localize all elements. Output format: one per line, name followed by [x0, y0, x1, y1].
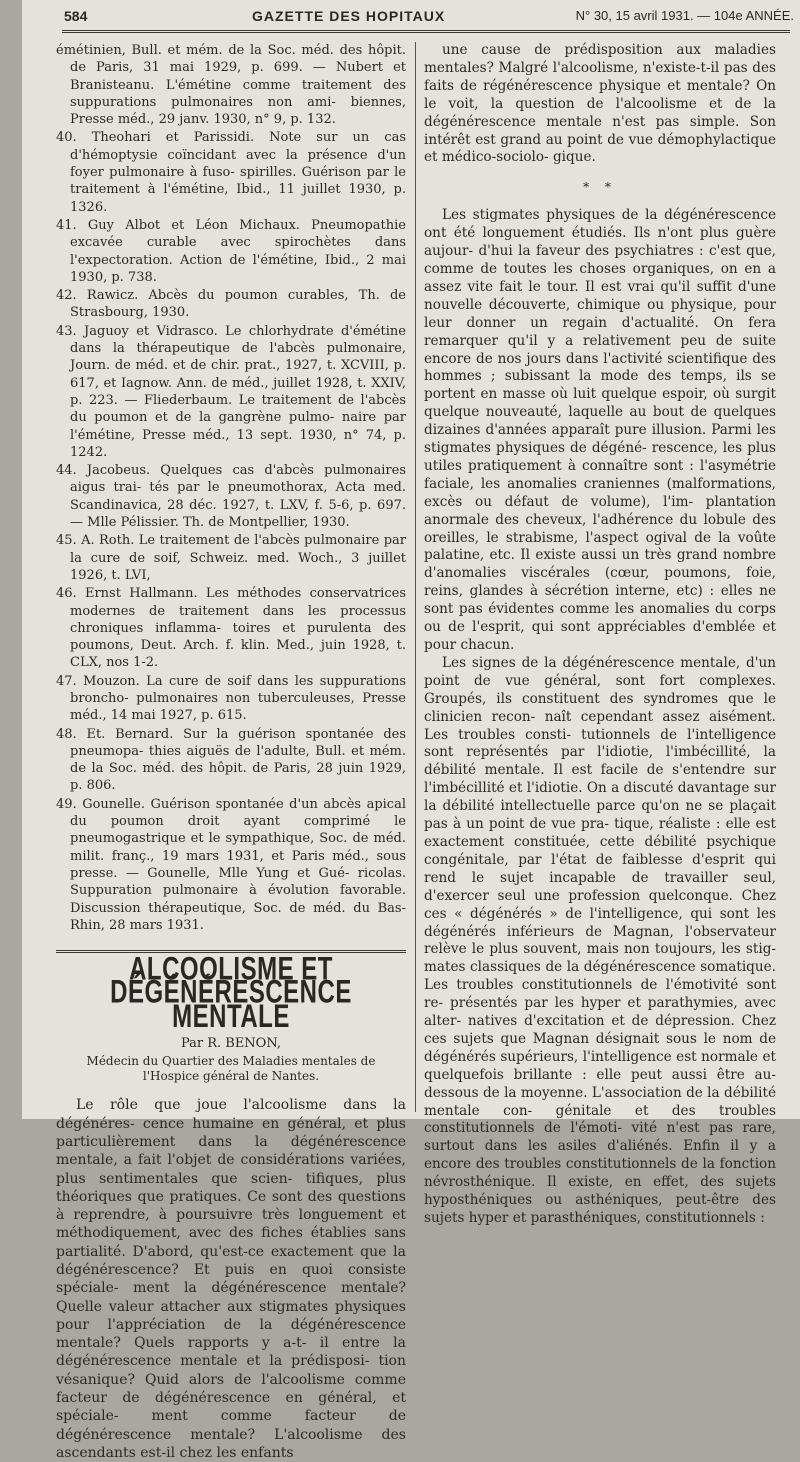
- reference-item: 45. A. Roth. Le traitement de l'abcès pulmonaire par la cure de soif, Schweiz. med. Woch., 3 juillet 1926, t. LVI,: [56, 533, 406, 583]
- reference-item: 44. Jacobeus. Quelques cas d'abcès pulmonaires aigus trai- tés par le pneumothorax, Acta med. Scandinavica, 28 déc. 1927, t. LXV, f. 5-6, p. 697. — Mlle Pélissier. Th. de Montpellier, 1930.: [56, 463, 406, 531]
- reference-item: 46. Ernst Hallmann. Les méthodes conservatrices modernes de traitement dans les processus chroniques inflamma- toires et purulenta des poumons, Deut. Arch. f. klin. Med., juin 1928, t. CLX, nos 1-2.: [56, 586, 406, 671]
- author-affiliation: Médecin du Quartier des Maladies mentales de l'Hospice général de Nantes.: [86, 1054, 376, 1084]
- reference-list: [56, 42, 406, 934]
- right-column: [424, 42, 776, 1228]
- reference-item: 42. Rawicz. Abcès du poumon curables, Th. de Strasbourg, 1930.: [56, 288, 406, 321]
- column-divider: [415, 42, 416, 1112]
- article-paragraph: Le rôle que joue l'alcoolisme dans la dégénéres- cence humaine en général, et plus particulièrement dans la dégénérescence mentale, a fait l'objet de considérations variées, plus sentimentales que scien- tifiques, plus théoriques que pratiques. Ce sont des questions à reprendre, à poursuivre très longuement et méthodiquement, avec des fiches établies sans partialité. D'abord, qu'est-ce exactement que la dégénérescence? Et puis en quoi consiste spéciale- ment la dégénérescence mentale? Quelle valeur attacher aux stigmates physiques pour l'appréciation de la dégénérescence mentale? Quels rapports y a-t- il entre la dégénérescence mentale et la prédisposi- tion vésanique? Quid alors de l'alcoolisme comme facteur de dégénérescence en général, et spéciale- ment comme facteur de dégénérescence mentale? L'alcoolisme des ascendants est-il chez les enfants: [56, 1097, 406, 1461]
- page-number: 584: [64, 8, 88, 24]
- article-paragraph: une cause de prédisposition aux maladies mentales? Malgré l'alcoolisme, n'existe-t-il pas des faits de régénérescence physique et mentale? On le voit, la question de l'alcoolisme et de la dégénérescence mentale n'est pas simple. Son intérêt est grand au point de vue démophylactique et médico-sociolo- gique.: [424, 42, 776, 166]
- newspaper-page: [22, 0, 800, 1461]
- reference-item: 43. Jaguoy et Vidrasco. Le chlorhydrate d'émétine dans la thérapeutique de l'abcès pulmonaire, Journ. de méd. et de chir. prat., 1927, t. XCVIII, p. 617, et Iagnow. Ann. de méd., juillet 1928, t. XXIV, p. 223. — Fliederbaum. Le traitement de l'abcès du poumon et de la gangrène pulmo- naire par l'émétine, Presse méd., 13 sept. 1930, n° 74, p. 1242.: [56, 323, 406, 460]
- running-head: [52, 8, 794, 30]
- article-paragraph: Les stigmates physiques de la dégénérescence ont été longuement étudiés. Ils n'ont plus guère aujour- d'hui la faveur des psychiatres : c'est que, comme de toutes les choses organiques, on en a assez vite fait le tour. Il est vrai qu'il suffit d'une nouvelle découverte, chimique ou physique, pour leur donner un regain d'actualité. On fera remarquer qu'il y a relativement peu de suite encore de nos jours dans l'activité scientifique des hommes ; subissant la mode des temps, ils se portent en masse où luit quelque espoir, où surgit quelque nouveauté, laquelle au bout de quelques dizaines d'années apparaît pure illusion. Parmi les stigmates physiques de dégéné- rescence, les plus utiles pratiquement à connaître sont : l'asymétrie faciale, les anomalies craniennes (malformations, excès ou défaut de volume), l'im- plantation anormale des cheveux, l'adhérence du lobule des oreilles, le strabisme, l'aspect ogival de la voûte palatine, etc. Il existe aussi un très grand nombre d'anomalies viscérales (cœur, poumons, foie, reins, glandes à sécrétion interne, etc) : elles ne sont pas évidentes comme les anomalies du corps ou de l'esprit, qui sont appréciables d'emblée et pour chacun.: [424, 207, 776, 653]
- reference-item: émétinien, Bull. et mém. de la Soc. méd. des hôpit. de Paris, 31 mai 1929, p. 699. — Nubert et Branisteanu. L'émétine comme traitement des suppurations pulmonaires non ami- biennes, Presse méd., 29 janv. 1930, n° 9, p. 132.: [56, 43, 406, 128]
- header-rule: [62, 30, 790, 33]
- reference-item: 40. Theohari et Parissidi. Note sur un cas d'hémoptysie coïncidant avec la présence d'un foyer pulmonaire à fuso- spirilles. Guérison par le traitement à l'émétine, Ibid., 11 juillet 1930, p. 1326.: [56, 130, 406, 215]
- left-column: [56, 42, 406, 1462]
- section-separator: * *: [583, 180, 617, 195]
- issue-info: N° 30, 15 avril 1931. — 104e ANNÉE.: [575, 8, 794, 23]
- journal-title: GAZETTE DES HOPITAUX: [252, 8, 446, 24]
- reference-item: 48. Et. Bernard. Sur la guérison spontanée des pneumopa- thies aiguës de l'adulte, Bull. et mém. de la Soc. méd. des hôpit. de Paris, 28 juin 1929, p. 806.: [56, 726, 406, 794]
- article-byline: Par R. BENON,: [180, 1036, 282, 1052]
- reference-item: 49. Gounelle. Guérison spontanée d'un abcès apical du poumon droit ayant comprimé le pneumogastrique et le sympathique, Soc. de méd. milit. franç., 19 mars 1931, et Paris méd., sous presse. — Gounelle, Mlle Yung et Gué- ricolas. Suppuration pulmonaire à évolution favorable. Discussion thérapeutique, Soc. de méd. du Bas-Rhin, 28 mars 1931.: [56, 796, 406, 933]
- article-title: ALCOOLISME ET DÉGÉNÉRESCENCE MENTALE: [110, 951, 352, 1035]
- reference-item: 47. Mouzon. La cure de soif dans les suppurations broncho- pulmonaires non tuberculeuses, Presse méd., 14 mai 1927, p. 615.: [56, 673, 406, 724]
- reference-item: 41. Guy Albot et Léon Michaux. Pneumopathie excavée curable avec spirochètes dans l'expectoration. Action de l'émétine, Ibid., 2 mai 1930, p. 738.: [56, 217, 406, 285]
- article-paragraph: Les signes de la dégénérescence mentale, d'un point de vue général, sont fort complexes. Groupés, ils constituent des syndromes que le clinicien recon- naît cependant assez aisément. Les troubles consti- tutionnels de l'intelligence sont représentés par l'idiotie, l'imbécillité, la débilité mentale. Il est facile de s'entendre sur l'imbécillité et l'idiotie. On a discuté davantage sur la débilité intellectuelle parce qu'on ne se plaçait pas à un point de vue pra- tique, réaliste : elle est exactement constituée, cette débilité psychique congénitale, par l'état de faiblesse d'esprit qui rend le sujet incapable de travailler seul, d'exercer seul une profession quelconque. Chez ces « dégénérés » de l'intelligence, qui sont les dégénérés inférieurs de Magnan, l'observateur relève le plus souvent, mais non toujours, les stig- mates classiques de la dégénérescence somatique. Les troubles constitutionnels de l'émotivité sont re- présentés par les hyper et parathymies, avec alter- natives d'excitation et de dépression. Chez ces sujets que Magnan désignait sous le nom de dégénérés supérieurs, l'intelligence est normale et quelquefois brillante : elle peut aussi être au-dessous de la moyenne. L'association de la débilité mentale con- génitale et des troubles constitutionnels de l'émoti- vité n'est pas rare, surtout dans les asiles d'aliénés. Enfin il y a encore des troubles constitutionnels de la fonction névrosthénique. Il existe, en effet, des sujets hyposthéniques ou asthéniques, peut-être des sujets hyper et parasthéniques, constitutionnels :: [424, 654, 776, 1226]
